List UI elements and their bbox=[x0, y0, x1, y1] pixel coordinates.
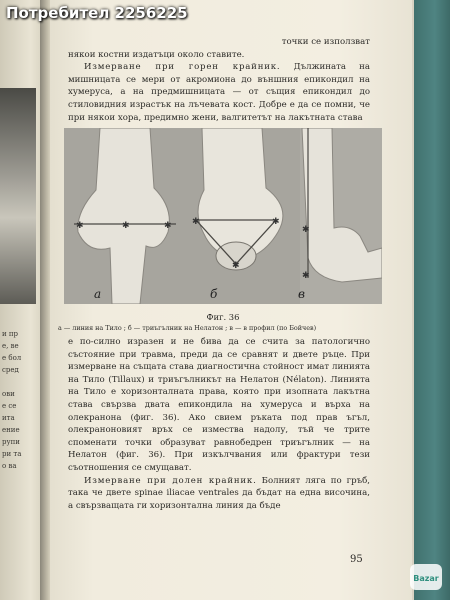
book-cover bbox=[412, 0, 450, 600]
svg-text:✱: ✱ bbox=[192, 217, 200, 227]
left-page-text: ение bbox=[2, 426, 20, 434]
elbow-bones-illustration bbox=[64, 128, 382, 304]
svg-text:Bazar: Bazar bbox=[413, 574, 439, 583]
svg-text:✱: ✱ bbox=[122, 221, 130, 231]
bazar-logo-icon bbox=[404, 560, 448, 596]
page-body-text bbox=[68, 336, 370, 512]
body-paragraph: е по-силно изразен и не бива да се счита за патологично състояние при травма, преди да се сравнят и двете ръце. При измерване на същата става диагностична стойност имат линията на Тило (Tillaux) и триъгълникът на Нелатон (Nélaton). Линията на Тило е хоризонталната права, която при изопната лакътна става свързва двата епикондила на хумеруса и върха на олекранона (фиг. 36). Ако свием ръката под прав ъгъл, олекраноновият връх се измества надолу, тъй че трите споменати точки образуват равнобедрен триъгълник — на Нелатон (фиг. 36). При изкълчвания или фрактури тези съотношения се смущават. bbox=[68, 337, 370, 473]
top-line-1: точки се използват bbox=[281, 37, 370, 47]
left-page-text: ри та bbox=[2, 450, 22, 458]
left-page-text: ови bbox=[2, 390, 15, 398]
watermark-username: Потребител 2256225 bbox=[6, 4, 188, 22]
figure-label-b: б bbox=[210, 287, 218, 301]
svg-text:✱: ✱ bbox=[76, 221, 84, 231]
svg-text:✱: ✱ bbox=[272, 217, 280, 227]
left-page-text: и пр bbox=[2, 330, 19, 338]
left-page-text: е се bbox=[2, 402, 17, 410]
upper-limb-title: Измерване при горен крайник. bbox=[84, 62, 281, 73]
top-line-2: някои костни издатъци около ставите. bbox=[68, 49, 245, 60]
page-number: 95 bbox=[350, 554, 363, 565]
figure-label-a: а bbox=[94, 287, 102, 301]
figure-36-photo bbox=[64, 128, 382, 304]
lower-limb-title: Измерване при долен крайник. bbox=[84, 475, 257, 486]
left-page-text: сред bbox=[2, 366, 19, 374]
figure-legend: а — линия на Тило ; б — триъгълник на Нелатон ; в — в профил (по Бойчев) bbox=[58, 324, 317, 332]
page-top-text bbox=[68, 36, 370, 124]
lower-limb-text: Болният ляга по гръб, така че двете spinae iliacae ventrales да бъдат на една височина, а свързващата ги хоризонтална линия да бъде bbox=[68, 475, 371, 511]
left-page-text: ита bbox=[2, 414, 15, 422]
svg-text:✱: ✱ bbox=[232, 261, 240, 271]
left-page-text: рупи bbox=[2, 438, 20, 446]
left-page bbox=[0, 0, 44, 600]
left-page-text: е бол bbox=[2, 354, 22, 362]
left-page-photo bbox=[0, 88, 36, 304]
svg-text:✱: ✱ bbox=[302, 271, 310, 281]
lower-limb-paragraph bbox=[68, 475, 370, 513]
svg-text:✱: ✱ bbox=[302, 225, 310, 235]
left-page-text: о ва bbox=[2, 462, 17, 470]
svg-text:✱: ✱ bbox=[164, 221, 172, 231]
upper-limb-text: Дължината на мишницата се мери от акромиона до външния епикондил на хумеруса, а на предмишницата — от същия епикондил до стиловидния израстък на лъчевата кост. Добре е да се помни, че при някои хора, предимно жени, валгитетът на лакътната става bbox=[68, 62, 370, 123]
upper-limb-paragraph bbox=[68, 61, 370, 124]
left-page-text: е, ве bbox=[2, 342, 19, 350]
figure-caption: Фиг. 36 bbox=[206, 312, 240, 322]
figure-label-c: в bbox=[298, 287, 305, 301]
